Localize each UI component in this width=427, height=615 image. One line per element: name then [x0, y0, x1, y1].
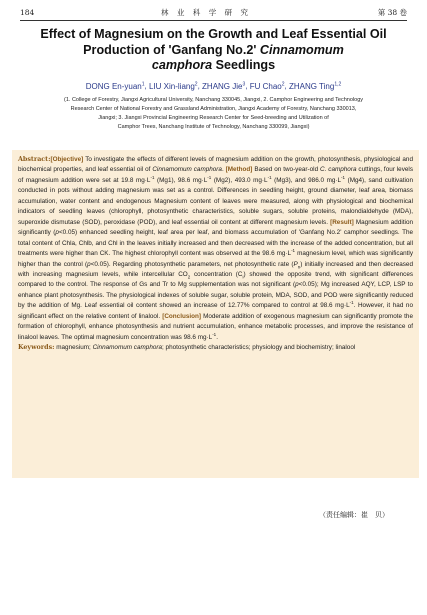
- abstract-text: . However, it had no significant effect on the relative content of linalool.: [18, 302, 413, 320]
- keywords-label: Keywords:: [18, 344, 55, 352]
- title-line-2: [30, 43, 397, 59]
- result-tag: [Result]: [330, 218, 354, 226]
- conclusion-tag: [Conclusion]: [162, 312, 201, 320]
- affiliation-line: (1. College of Forestry, Jiangxi Agricultural University, Nanchang 330045, Jiangxi, 2. Camphor Engineering and Technology: [64, 97, 363, 103]
- author-list: DONG En-yuan$^1$, LIU Xin-liang$^2$, ZHANG Jie$^3$, FU Chao$^2$, ZHANG Ting$^{1,2}$: [85, 81, 342, 91]
- abstract-text: magnesium level, which was significantly higher than the control (: [18, 250, 413, 268]
- species-name: C. camphora: [320, 166, 357, 174]
- editor-note: （责任编辑：崔 贝）: [319, 511, 389, 519]
- author: [149, 82, 198, 91]
- abstract-text: To investigate the effects of different levels of magnesium addition on the growth, photosynthesis, physiological and biochemical properties, and leaf essential oil of: [18, 156, 413, 174]
- unit-exponent: -1: [150, 174, 155, 180]
- author-name: FU Chao: [249, 81, 282, 91]
- keywords-text: magnesium;: [54, 344, 93, 352]
- abstract-text: .: [216, 333, 218, 341]
- species-name: Cinnamomum camphora: [92, 344, 163, 352]
- abstract-text: Moderate addition of exogenous magnesium can significantly promote the formation of chlorophyll, enhance photosynthesis and nutrient accumulation, enhance metabolic processes, and improve the resistance of linalool leaves. The optimal magnesium concentration was 98.6 mg·L: [18, 312, 413, 341]
- title-line-2-text: Production of 'Ganfang No.2': [83, 42, 260, 57]
- author-affiliation-mark: 1,2: [334, 81, 342, 87]
- author: [86, 82, 145, 91]
- author-affiliation-mark: 1: [141, 81, 145, 87]
- title-line-3-text: Seedlings: [212, 58, 276, 72]
- author: [250, 82, 285, 91]
- affiliation-line: Research Center of National Forestry and Grassland Administration, Jiangxi Academy of Forestry, Nanchang 330013,: [70, 106, 357, 113]
- p-value-symbol: p: [87, 260, 91, 268]
- volume-number: 第 38 卷: [377, 8, 407, 17]
- unit-exponent: -1: [267, 174, 272, 180]
- unit-exponent: -1: [291, 247, 296, 253]
- abstract-text: .: [221, 166, 226, 174]
- affiliation-line: Jiangxi; 3. Jiangxi Provincial Engineering Research Center for Seed-breeding and Utilization of: [98, 115, 329, 122]
- abstract-text: (Mg4), sand cultivation conducted in pots without adding magnesium was set as a control. Differences in seedling height, ground diameter, leaf area, biomass accumulation, water content and endogenous Magnesium content of leaves were measured, along with physiological and biochemical indicators of seedling leaves (chlorophyll, photosynthetic characteristics, soluble sugars, soluble proteins, malondialdehyde (MDA), superoxide dismutase (SOD), peroxidase (POD), and leaf essential oil content at different magnesium levels.: [18, 176, 413, 226]
- journal-name: 林 业 科 学 研 究: [161, 8, 251, 17]
- abstract-text: concentration (C: [190, 270, 243, 278]
- pn-symbol: P: [293, 260, 298, 268]
- abstract-text: (Mg1), 98.6 mg·L: [154, 176, 208, 184]
- abstract-box: [12, 150, 419, 478]
- author-name: LIU Xin-liang: [148, 81, 195, 91]
- affiliations: [26, 96, 401, 132]
- pn-subscript: n: [297, 263, 301, 269]
- abstract-text: ) showed the opposite trend, with significant differences compared to the control. The response of Gs and Tr to Mg supplementation was not significant (: [18, 270, 414, 289]
- abstract-text: (Mg3), and 986.0 mg·L: [271, 176, 342, 184]
- running-header: [20, 7, 407, 18]
- species-name: Cinnamomum camphora: [152, 166, 222, 174]
- abstract-text: ) initially increased and then decreased with increasing magnesium levels, while intercellular CO: [18, 260, 413, 278]
- keywords-text: ; photosynthetic characteristics; physiology and biochemistry; linalool: [162, 344, 356, 352]
- abstract-label: Abstract:: [18, 156, 51, 163]
- author-name: DONG En-yuan: [85, 81, 142, 91]
- author-affiliation-mark: 2: [281, 81, 285, 87]
- abstract-text: <0.05). Regarding photosynthetic parameters, net photosynthetic rate (: [90, 260, 294, 268]
- unit-exponent: -1: [207, 174, 212, 180]
- author-name: ZHANG Ting: [288, 81, 335, 91]
- p-value-symbol: p: [295, 281, 299, 289]
- co2-subscript: 2: [187, 274, 191, 280]
- objective-tag: [Objective]: [50, 156, 84, 163]
- abstract-text: Based on two-year-old: [252, 166, 321, 174]
- title-line-3: [30, 58, 397, 74]
- paper-title: [30, 27, 397, 74]
- author-affiliation-mark: 2: [194, 81, 198, 87]
- ci-subscript: i: [242, 274, 244, 280]
- abstract-text: Magnesium addition significantly (: [18, 218, 414, 237]
- p-value-symbol: p: [55, 229, 59, 237]
- page-number: 184: [20, 8, 35, 17]
- title-genus: Cinnamomum: [259, 42, 344, 57]
- header-rule: [20, 20, 407, 21]
- author: [202, 82, 245, 91]
- unit-exponent: -1: [341, 174, 346, 180]
- method-tag: [Method]: [225, 166, 253, 174]
- title-species: camphora: [151, 58, 213, 72]
- author: [289, 82, 341, 91]
- unit-exponent: -1: [349, 300, 354, 306]
- affiliation-line: Camphor Trees, Nanchang Institute of Technology, Nanchang 330099, Jiangxi): [117, 124, 310, 131]
- author-name: ZHANG Jie: [202, 81, 243, 91]
- author-affiliation-mark: 3: [242, 81, 246, 87]
- unit-exponent: -1: [212, 331, 217, 337]
- abstract-text: cuttings, four levels of magnesium addition were set at 19.8 mg·L: [18, 166, 413, 184]
- abstract-text: <0.05); Mg increased AQY, LCP, LSP to enhance plant photosynthesis. The physiological indexes of soluble sugar, soluble protein, MDA, SOD, and POD were significantly reduced by the addition of Mg. Leaf essential oil content showed an increase of 12.77% compared to control at 98.6 mg·L: [18, 281, 413, 310]
- title-line-1: Effect of Magnesium on the Growth and Leaf Essential Oil: [40, 27, 387, 41]
- abstract-text: <0.05) enhanced seedling height, leaf area per leaf, and biomass accumulation of 'Ganfang No.2' camphor seedlings. The total content of Chla, Chlb, and Chl in the leaves initially increased and then decreased with the increase of the added concentration, but all treatments were higher than CK. The highest chlorophyll content was observed at the 98.6 mg·L: [18, 229, 414, 258]
- abstract-text: (Mg2), 493.0 mg·L: [211, 176, 268, 184]
